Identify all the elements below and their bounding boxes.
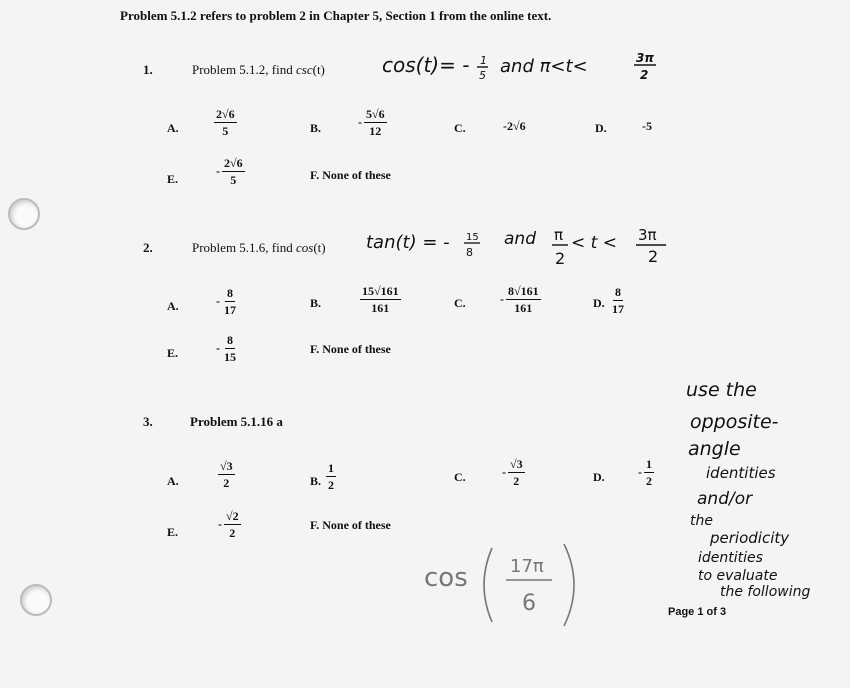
svg-text:15: 15	[466, 232, 479, 243]
p2-choice-c-label: C.	[454, 296, 466, 310]
svg-text:3π: 3π	[638, 226, 657, 244]
p2-choice-f: F. None of these	[310, 342, 391, 356]
svg-text:8: 8	[466, 246, 473, 259]
problem-2-prompt: Problem 5.1.6, find cos(t)	[192, 240, 326, 255]
p1-choice-f: F. None of these	[310, 168, 391, 182]
margin-note-line-4: identities	[706, 464, 776, 482]
page-header: Problem 5.1.2 refers to problem 2 in Chapter 5, Section 1 from the online text.	[120, 8, 552, 23]
svg-text:5: 5	[479, 69, 486, 82]
svg-text:and π<t<: and π<t<	[500, 56, 588, 77]
margin-note-line-8: identities	[698, 550, 763, 566]
svg-text:< t <: < t <	[571, 233, 617, 253]
svg-text:1: 1	[480, 54, 487, 67]
p2-choice-e-value: - $\frac{8}{15}$	[216, 333, 236, 364]
binder-hole	[8, 198, 40, 230]
problem-2-handwritten-given	[366, 218, 686, 275]
problem-3-number: 3.	[143, 414, 153, 429]
svg-text:cos: cos	[424, 563, 468, 593]
p3-choice-a-value: $\frac{√3}{2}$	[220, 459, 233, 490]
margin-note-line-7: periodicity	[710, 529, 790, 547]
problem-1-prompt: Problem 5.1.2, find csc(t)	[192, 62, 325, 77]
p2-choice-a-value: - $\frac{8}{17}$	[216, 286, 236, 317]
problem-3-prompt: Problem 5.1.16 a	[190, 414, 283, 429]
p3-choice-c-label: C.	[454, 470, 466, 484]
p1-choice-c-label: C.	[454, 121, 466, 135]
margin-note-line-9: to evaluate	[698, 568, 778, 584]
p3-choice-b-label: B.	[310, 474, 322, 488]
problem-2-number: 2.	[143, 240, 153, 255]
p3-choice-d-label: D.	[593, 470, 605, 484]
p2-choice-a-label: A.	[167, 299, 179, 313]
margin-note-line-6: the	[690, 513, 713, 529]
p1-choice-c-value: -2√6	[503, 119, 526, 133]
svg-text:2: 2	[555, 249, 566, 268]
svg-text:cos(t)= -: cos(t)= -	[382, 53, 470, 77]
svg-text:tan(t) = -: tan(t) = -	[366, 232, 450, 253]
p2-choice-d-label: D.	[593, 296, 605, 310]
p2-choice-b-label: B.	[310, 296, 322, 310]
p3-choice-a-label: A.	[167, 474, 179, 488]
p1-choice-d-value: -5	[642, 119, 652, 133]
margin-note-line-3: angle	[688, 438, 741, 460]
margin-note-line-5: and/or	[697, 489, 753, 509]
p2-choice-e-label: E.	[167, 346, 179, 360]
svg-text:2: 2	[640, 68, 649, 82]
p3-choice-b-value: $\frac{1}{2}$	[328, 461, 334, 492]
margin-note-line-10: the following	[720, 584, 811, 600]
p1-choice-d-label: D.	[595, 121, 607, 135]
p1-choice-a-value: $\frac{2√6}{5}$	[216, 107, 235, 138]
margin-note-line-2: opposite-	[690, 411, 779, 433]
p2-choice-c-value: - $\frac{8√161}{161}$	[500, 284, 539, 315]
svg-text:6: 6	[522, 591, 536, 616]
p1-choice-a-label: A.	[167, 121, 179, 135]
p1-choice-b-label: B.	[310, 121, 322, 135]
p3-choice-f: F. None of these	[310, 518, 391, 532]
problem-1-number: 1.	[143, 62, 153, 77]
problem-2-handwriting-sketch	[366, 218, 686, 270]
p3-choice-d-value: - $\frac{1}{2}$	[638, 457, 652, 488]
p3-choice-c-value: - $\frac{√3}{2}$	[502, 457, 523, 488]
problem-3-handwritten-expression	[424, 540, 594, 635]
binder-hole	[20, 584, 52, 616]
margin-note-line-1: use the	[686, 379, 757, 401]
svg-text:17π: 17π	[510, 556, 544, 577]
page-number: Page 1 of 3	[668, 606, 727, 618]
p1-choice-b-value: - $\frac{5√6}{12}$	[358, 107, 385, 138]
svg-text:3π: 3π	[636, 51, 654, 65]
p3-choice-e-label: E.	[167, 525, 179, 539]
svg-text:2: 2	[648, 247, 659, 266]
problem-3-handwriting-sketch	[424, 540, 594, 630]
svg-text:and: and	[504, 229, 536, 249]
p2-choice-d-value: $\frac{8}{17}$	[612, 285, 624, 316]
problem-1-handwritten-given	[382, 48, 682, 87]
svg-text:π: π	[554, 226, 564, 244]
p3-choice-e-value: - $\frac{√2}{2}$	[218, 509, 239, 540]
p1-choice-e-value: - $\frac{2√6}{5}$	[216, 156, 243, 187]
p2-choice-b-value: $\frac{15√161}{161}$	[362, 284, 399, 315]
p1-choice-e-label: E.	[167, 172, 179, 186]
problem-1-handwriting-sketch	[382, 48, 682, 82]
